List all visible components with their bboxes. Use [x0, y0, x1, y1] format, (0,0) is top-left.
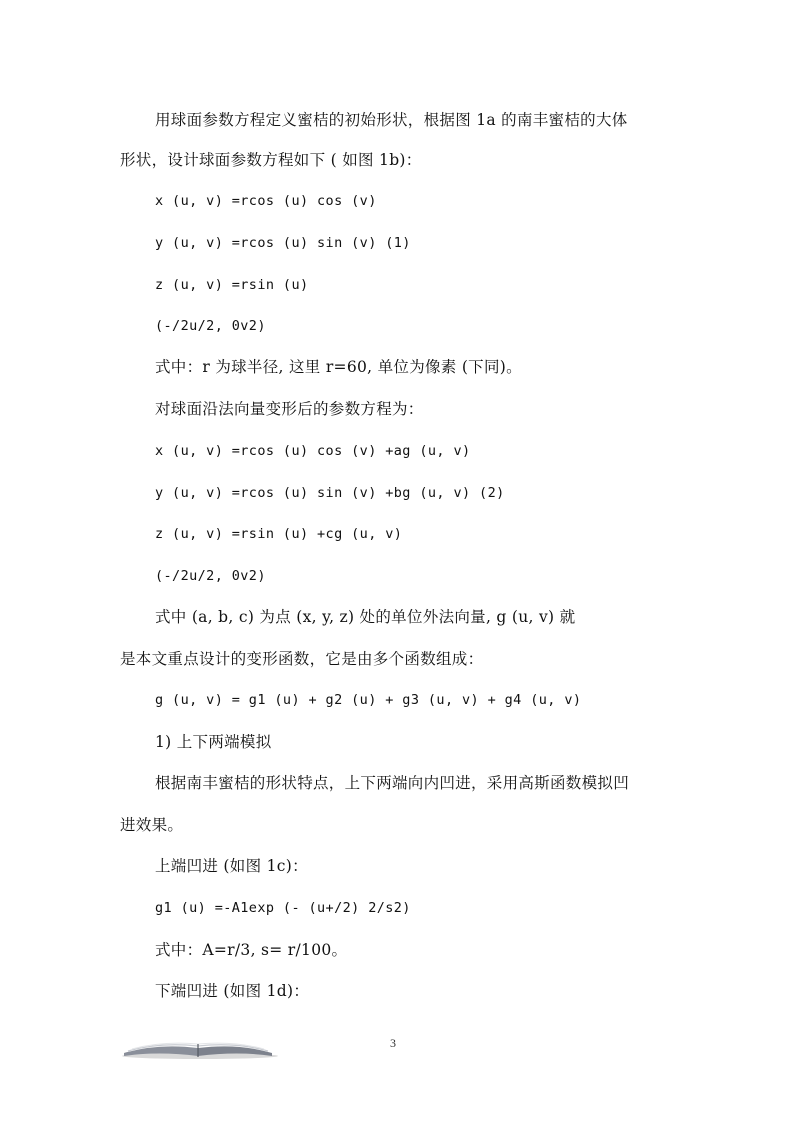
equation-line: y (u, v) =rcos (u) sin (v) (1): [155, 235, 411, 251]
paragraph-line: 对球面沿法向量变形后的参数方程为：: [155, 400, 424, 418]
paragraph-line: 用球面参数方程定义蜜桔的初始形状，根据图 1a 的南丰蜜桔的大体: [155, 111, 628, 129]
equation-range: (-/2u/2, 0v2): [155, 318, 266, 334]
paragraph-line: 进效果。: [120, 816, 184, 834]
equation-line: g (u, v) = g1 (u) + g2 (u) + g3 (u, v) + g4 (u, v): [155, 692, 582, 708]
page-number: 3: [390, 1036, 396, 1050]
paragraph-line: 是本文重点设计的变形函数，它是由多个函数组成：: [120, 650, 484, 668]
paragraph-line: 上端凹进 (如图 1c)：: [155, 857, 308, 875]
equation-line: x (u, v) =rcos (u) cos (v) +ag (u, v): [155, 443, 471, 459]
equation-range: (-/2u/2, 0v2): [155, 568, 266, 584]
paragraph-line: 形状，设计球面参数方程如下 ( 如图 1b)：: [120, 151, 422, 169]
equation-line: g1 (u) =-A1exp (- (u+/2) 2/s2): [155, 900, 411, 916]
paragraph-line: 式中：r 为球半径, 这里 r=60, 单位为像素 (下同)。: [155, 358, 522, 376]
equation-line: z (u, v) =rsin (u): [155, 277, 309, 293]
paragraph-line: 根据南丰蜜桔的形状特点，上下两端向内凹进，采用高斯函数模拟凹: [155, 774, 630, 792]
equation-line: x (u, v) =rcos (u) cos (v): [155, 193, 377, 209]
paragraph-line: 下端凹进 (如图 1d)：: [155, 982, 310, 1000]
open-book-icon: [118, 1036, 278, 1060]
section-heading: 1) 上下两端模拟: [155, 733, 272, 751]
paragraph-line: 式中 (a, b, c) 为点 (x, y, z) 处的单位外法向量, g (u, v) 就: [155, 608, 576, 626]
equation-line: z (u, v) =rsin (u) +cg (u, v): [155, 526, 403, 542]
equation-line: y (u, v) =rcos (u) sin (v) +bg (u, v) (2): [155, 485, 505, 501]
paragraph-line: 式中：A=r/3, s= r/100。: [155, 941, 348, 959]
